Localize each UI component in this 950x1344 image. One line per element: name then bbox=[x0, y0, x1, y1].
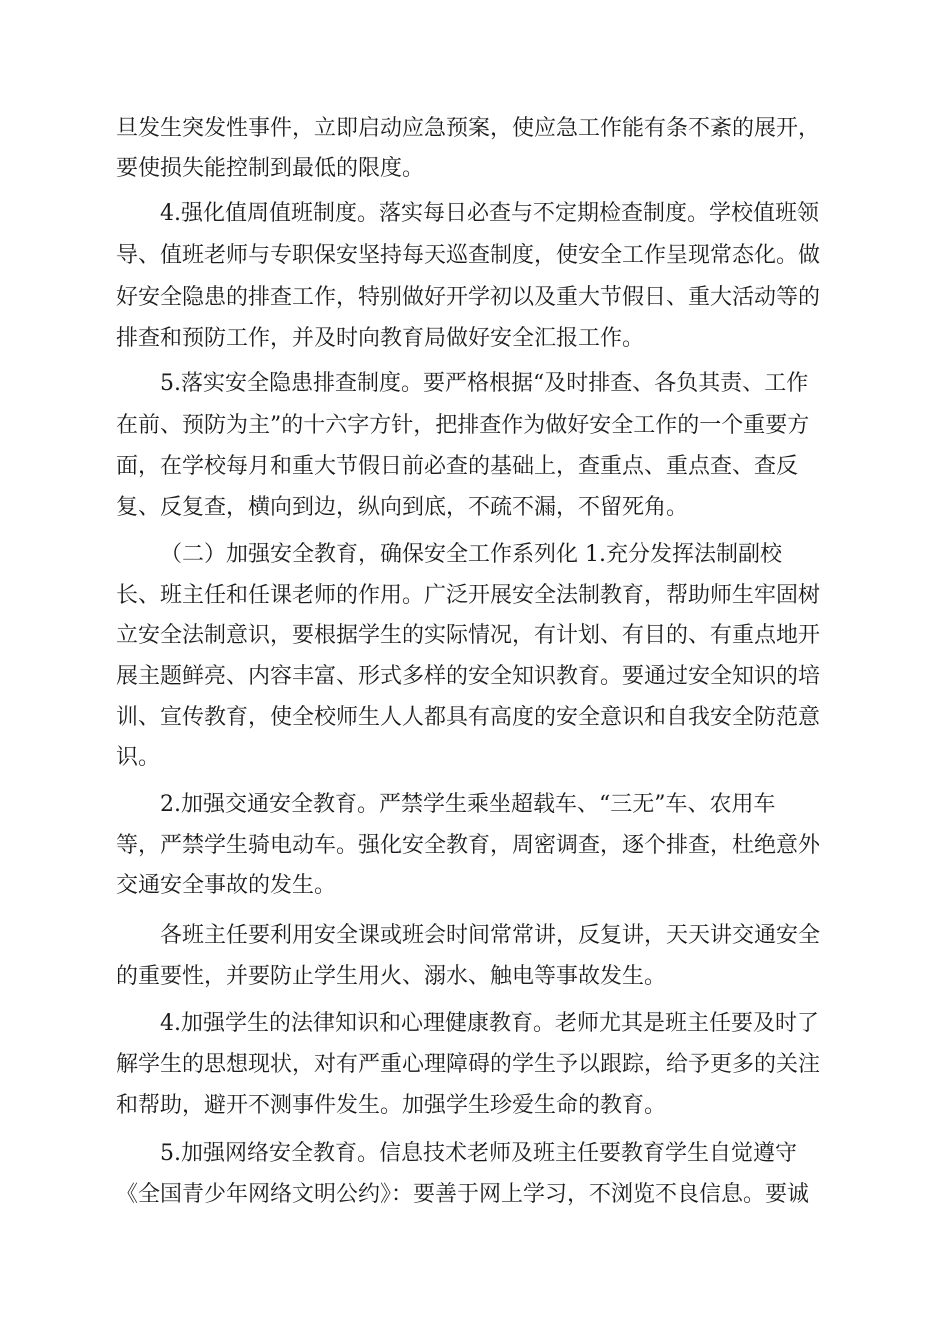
paragraph-6-line-2: 的重要性，并要防止学生用火、溺水、触电等事故发生。 bbox=[116, 964, 667, 989]
paragraph-7-line-2: 解学生的思想现状，对有严重心理障碍的学生予以跟踪，给予更多的关注 bbox=[116, 1052, 821, 1077]
paragraph-3-line-4: 复、反复查，横向到边，纵向到底，不疏不漏，不留死角。 bbox=[116, 495, 689, 520]
paragraph-3-line-2: 在前、预防为主”的十六字方针，把排查作为做好安全工作的一个重要方 bbox=[116, 413, 810, 438]
paragraph-2-line-1: 4.强化值周值班制度。落实每日必查与不定期检查制度。学校值班领 bbox=[160, 201, 819, 226]
paragraph-4-line-5: 训、宣传教育，使全校师生人人都具有高度的安全意识和自我安全防范意 bbox=[116, 705, 821, 730]
paragraph-5-line-2: 等，严禁学生骑电动车。强化安全教育，周密调查，逐个排查，杜绝意外 bbox=[116, 833, 821, 858]
paragraph-4-line-6: 识。 bbox=[116, 745, 161, 770]
paragraph-5-line-3: 交通安全事故的发生。 bbox=[116, 873, 337, 898]
paragraph-4-line-2: 长、班主任和任课老师的作用。广泛开展安全法制教育，帮助师生牢固树 bbox=[116, 583, 821, 608]
paragraph-4-line-1: （二）加强安全教育，确保安全工作系列化 1.充分发挥法制副校 bbox=[160, 542, 782, 567]
paragraph-4-line-3: 立安全法制意识，要根据学生的实际情况，有计划、有目的、有重点地开 bbox=[116, 623, 821, 648]
paragraph-2-line-3: 好安全隐患的排查工作，特别做好开学初以及重大节假日、重大活动等的 bbox=[116, 285, 821, 310]
paragraph-2-line-2: 导、值班老师与专职保安坚持每天巡查制度，使安全工作呈现常态化。做 bbox=[116, 243, 821, 268]
paragraph-7-line-1: 4.加强学生的法律知识和心理健康教育。老师尤其是班主任要及时了 bbox=[160, 1011, 819, 1036]
paragraph-3-line-1: 5.落实安全隐患排查制度。要严格根据“及时排查、各负其责、工作 bbox=[160, 371, 809, 396]
paragraph-4-line-4: 展主题鲜亮、内容丰富、形式多样的安全知识教育。要通过安全知识的培 bbox=[116, 664, 821, 689]
paragraph-3-line-3: 面，在学校每月和重大节假日前必查的基础上，查重点、重点查、查反 bbox=[116, 454, 799, 479]
paragraph-2-line-4: 排查和预防工作，并及时向教育局做好安全汇报工作。 bbox=[116, 326, 645, 351]
paragraph-8-line-1: 5.加强网络安全教育。信息技术老师及班主任要教育学生自觉遵守 bbox=[160, 1141, 797, 1166]
paragraph-7-line-3: 和帮助，避开不测事件发生。加强学生珍爱生命的教育。 bbox=[116, 1093, 667, 1118]
paragraph-8-line-2: 《全国青少年网络文明公约》：要善于网上学习，不浏览不良信息。要诚 bbox=[116, 1182, 810, 1207]
paragraph-1-line-1: 旦发生突发性事件，立即启动应急预案，使应急工作能有条不紊的展开， bbox=[116, 116, 821, 141]
paragraph-1-line-2: 要使损失能控制到最低的限度。 bbox=[116, 156, 425, 181]
paragraph-6-line-1: 各班主任要利用安全课或班会时间常常讲，反复讲，天天讲交通安全 bbox=[160, 923, 821, 948]
paragraph-5-line-1: 2.加强交通安全教育。严禁学生乘坐超载车、“三无”车、农用车 bbox=[160, 792, 776, 817]
